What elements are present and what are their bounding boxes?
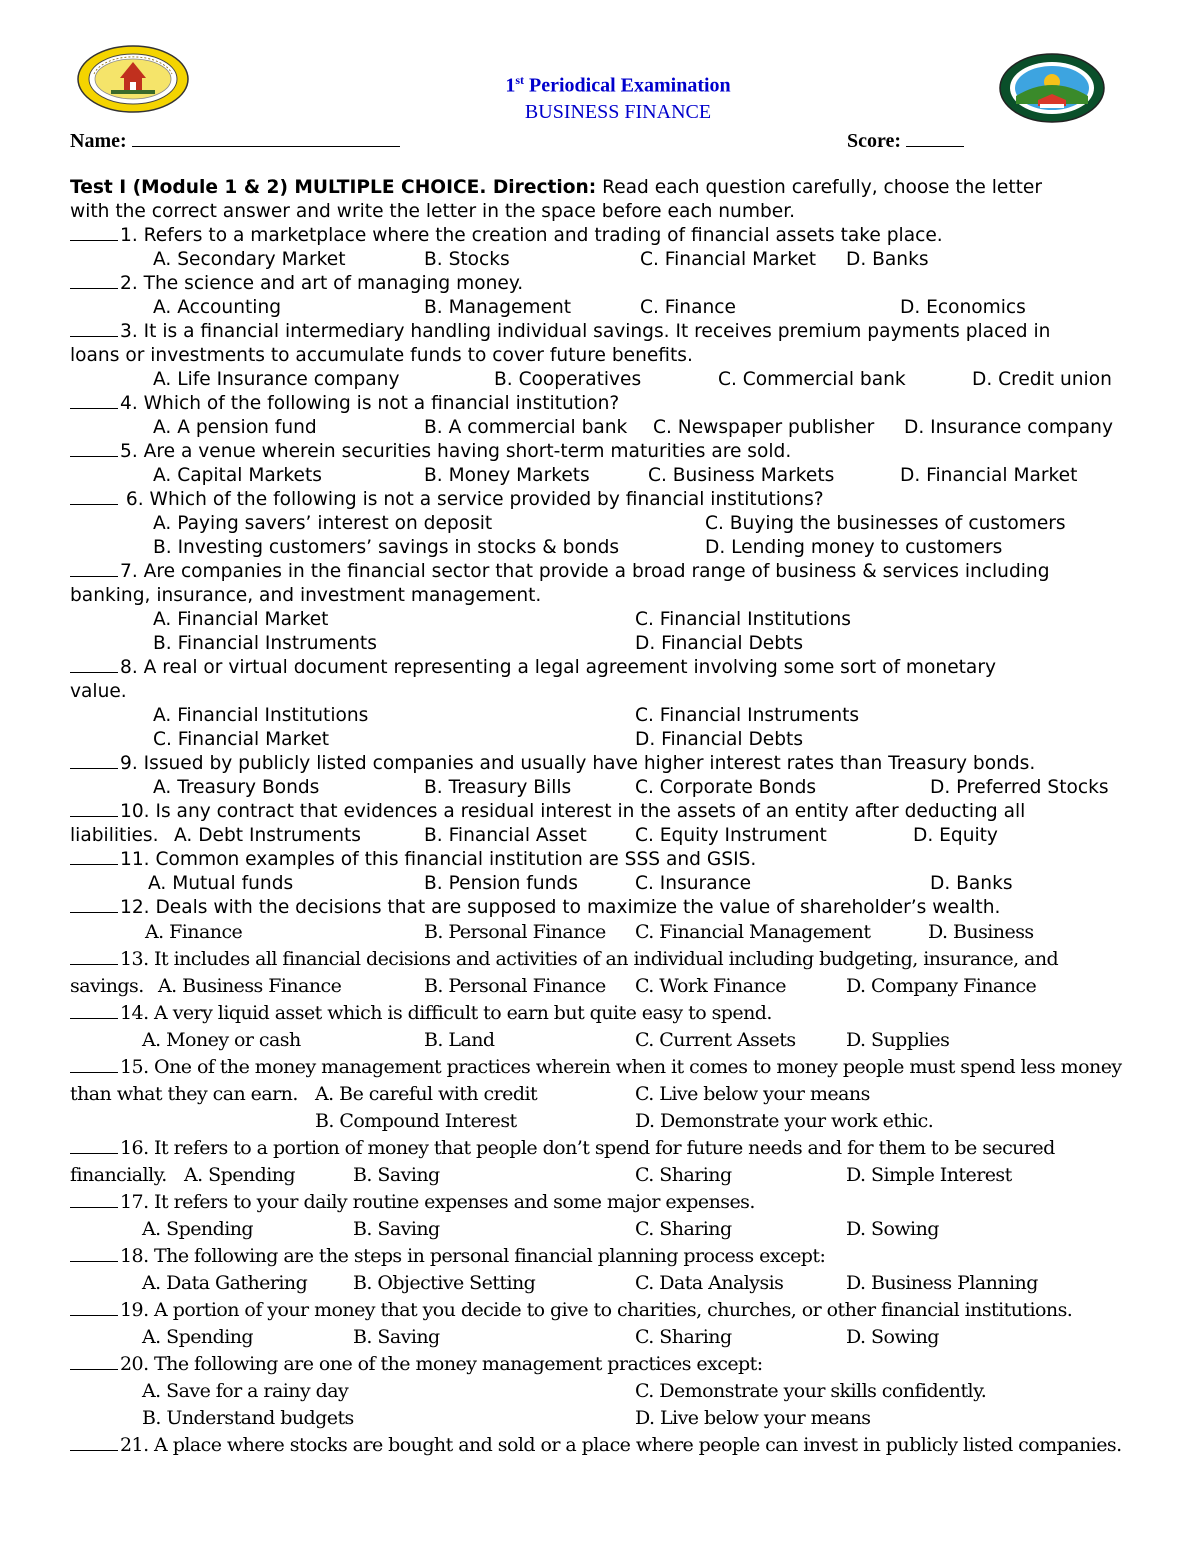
answer-blank-17[interactable]: [70, 1191, 118, 1208]
questions-sans: Test I (Module 1 & 2) MULTIPLE CHOICE. Direction: Read each question carefully, choose the letter with the correct answer and write the letter in the space before each number. 1. Refers to a marketplace where the creation and trading of financial assets take place. A. Secondary Market B. Stocks C. Financial Market D. Banks 2. The science and art of managing money. A. Accounting B. Management C. Finance D. Economics 3. It is a financial intermediary handling individual savings. It receives premium payments placed in loans or investments to accumulate funds to cover future benefits. A. Life Insurance company B. Cooperatives C. Commercial bank D. Credit union 4. Which of the following is not a financial institution? A. A pension fund B. A commercial bank C. Newspaper publisher D. Insurance company 5. Are a venue wherein securities having short-term maturities are sold. A. Capital Markets B. Money Markets C. Business Markets D. Financial Market 6. Which of the following is not a service provided by financial institutions? A. Paying savers’ interest on deposit C. Buying the businesses of customers B. Investing customers’ savings in stocks & bonds D. Lending money to customers 7. Are companies in the financial sector that provide a broad range of business & services including banking, insurance, and investment management. A. Financial Market C. Financial Institutions B. Financial Instruments D. Financial Debts 8. A real or virtual document representing a legal agreement involving some sort of monetary value. A. Financial Institutions C. Financial Instruments C. Financial Market D. Financial Debts 9. Issued by publicly listed companies and usually have higher interest rates than Treasury bonds. A. Treasury Bonds B. Treasury Bills C. Corporate Bonds D. Preferred Stocks 10. Is any contract that evidences a residual interest in the assets of an entity after deducting all liabilities. A. Debt Instruments B. Financial Asset C. Equity Instrument D. Equity 11. Common examples of this financial institution are SSS and GSIS. A. Mutual funds B. Pension funds C. Insurance D. Banks 12. Deals with the decisions that are supposed to maximize the value of shareholder’s wealth.: [70, 176, 1160, 920]
choices-7a: A. Financial Market C. Financial Institutions: [153, 609, 851, 630]
name-blank[interactable]: [132, 128, 400, 147]
subject-title: BUSINESS FINANCE: [524, 101, 712, 123]
choices-11: A. Mutual funds B. Pension funds C. Insurance D. Banks: [148, 873, 1013, 894]
choices-1: A. Secondary Market B. Stocks C. Financial Market D. Banks: [153, 249, 929, 270]
choices-7b: B. Financial Instruments D. Financial Debts: [153, 633, 804, 654]
answer-blank-3[interactable]: [70, 320, 118, 337]
question-5: 5. Are a venue wherein securities having short-term maturities are sold.: [70, 440, 1160, 464]
choices-2: A. Accounting B. Management C. Finance D. Economics: [153, 297, 1026, 318]
answer-blank-18[interactable]: [70, 1245, 118, 1262]
choices-8b: C. Financial Market D. Financial Debts: [153, 729, 804, 750]
answer-blank-14[interactable]: [70, 1002, 118, 1019]
question-18: 18. The following are the steps in personal financial planning process except:: [70, 1243, 1170, 1270]
choices-9: A. Treasury Bonds B. Treasury Bills C. Corporate Bonds D. Preferred Stocks: [153, 777, 1109, 798]
choices-3: A. Life Insurance company B. Cooperatives C. Commercial bank D. Credit union: [153, 369, 1112, 390]
score-blank[interactable]: [906, 128, 964, 147]
instructions: Test I (Module 1 & 2) MULTIPLE CHOICE. Direction: Read each question carefully, choose the letter: [70, 177, 1043, 198]
question-3: 3. It is a financial intermediary handling individual savings. It receives premium payments placed in: [70, 320, 1160, 344]
question-14: 14. A very liquid asset which is difficult to earn but quite easy to spend.: [70, 1000, 1170, 1027]
question-10: 10. Is any contract that evidences a residual interest in the assets of an entity after deducting all: [70, 800, 1160, 824]
answer-blank-12[interactable]: [70, 896, 118, 913]
answer-blank-11[interactable]: [70, 848, 118, 865]
choices-13: savings. A. Business Finance B. Personal Finance C. Work Finance D. Company Finance: [70, 975, 1037, 997]
exam-title: 1st Periodical Examination: [505, 73, 731, 97]
choices-16: financially. A. Spending B. Saving C. Sharing D. Simple Interest: [70, 1164, 1012, 1186]
answer-blank-16[interactable]: [70, 1137, 118, 1154]
answer-blank-20[interactable]: [70, 1353, 118, 1370]
question-12: 12. Deals with the decisions that are supposed to maximize the value of shareholder’s wealth.: [70, 896, 1160, 920]
choices-10: liabilities. A. Debt Instruments B. Financial Asset C. Equity Instrument D. Equity: [70, 825, 998, 846]
choices-5: A. Capital Markets B. Money Markets C. Business Markets D. Financial Market: [153, 465, 1078, 486]
question-21: 21. A place where stocks are bought and sold or a place where people can invest in publicly listed companies.: [70, 1432, 1170, 1459]
choices-19: A. Spending B. Saving C. Sharing D. Sowing: [142, 1326, 939, 1348]
choices-8a: A. Financial Institutions C. Financial Instruments: [153, 705, 860, 726]
question-7: 7. Are companies in the financial sector that provide a broad range of business & services including: [70, 560, 1160, 584]
question-4: 4. Which of the following is not a financial institution?: [70, 392, 1160, 416]
answer-blank-19[interactable]: [70, 1299, 118, 1316]
answer-blank-5[interactable]: [70, 440, 118, 457]
question-13: 13. It includes all financial decisions and activities of an individual including budgeting, insurance, and: [70, 946, 1170, 973]
answer-blank-10[interactable]: [70, 800, 118, 817]
answer-blank-6[interactable]: [70, 488, 118, 505]
choices-20b: B. Understand budgets D. Live below your means: [142, 1407, 871, 1429]
choices-6b: B. Investing customers’ savings in stocks & bonds D. Lending money to customers: [153, 537, 1003, 558]
score-field: Score:: [847, 128, 964, 153]
choices-6a: A. Paying savers’ interest on deposit C. Buying the businesses of customers: [153, 513, 1066, 534]
name-field: Name:: [70, 128, 400, 153]
answer-blank-4[interactable]: [70, 392, 118, 409]
choices-15a: than what they can earn. A. Be careful with credit C. Live below your means: [70, 1083, 870, 1105]
answer-blank-1[interactable]: [70, 224, 118, 241]
choices-12: A. Finance B. Personal Finance C. Financial Management D. Business: [145, 921, 1034, 943]
answer-blank-9[interactable]: [70, 752, 118, 769]
answer-blank-15[interactable]: [70, 1056, 118, 1073]
answer-blank-2[interactable]: [70, 272, 118, 289]
question-9: 9. Issued by publicly listed companies and usually have higher interest rates than Treasury bonds.: [70, 752, 1160, 776]
choices-14: A. Money or cash B. Land C. Current Assets D. Supplies: [142, 1029, 950, 1051]
choices-20a: A. Save for a rainy day C. Demonstrate your skills confidently.: [142, 1380, 987, 1402]
question-16: 16. It refers to a portion of money that people don’t spend for future needs and for them to be secured: [70, 1135, 1170, 1162]
question-8: 8. A real or virtual document representing a legal agreement involving some sort of monetary: [70, 656, 1160, 680]
answer-blank-13[interactable]: [70, 948, 118, 965]
question-2: 2. The science and art of managing money.: [70, 272, 1160, 296]
answer-blank-7[interactable]: [70, 560, 118, 577]
choices-15b: B. Compound Interest D. Demonstrate your work ethic.: [315, 1110, 934, 1132]
questions-serif: [70, 919, 1170, 1459]
question-15: 15. One of the money management practices wherein when it comes to money people must spend less money: [70, 1054, 1170, 1081]
question-6: 6. Which of the following is not a service provided by financial institutions?: [70, 488, 1160, 512]
answer-blank-21[interactable]: [70, 1434, 118, 1451]
question-19: 19. A portion of your money that you decide to give to charities, churches, or other financial institutions.: [70, 1297, 1170, 1324]
choices-17: A. Spending B. Saving C. Sharing D. Sowing: [142, 1218, 939, 1240]
choices-18: A. Data Gathering B. Objective Setting C. Data Analysis D. Business Planning: [142, 1272, 1038, 1294]
question-20: 20. The following are one of the money management practices except:: [70, 1351, 1170, 1378]
answer-blank-8[interactable]: [70, 656, 118, 673]
question-1: 1. Refers to a marketplace where the creation and trading of financial assets take place.: [70, 224, 1160, 248]
choices-4: A. A pension fund B. A commercial bank C. Newspaper publisher D. Insurance company: [153, 417, 1113, 438]
question-17: 17. It refers to your daily routine expenses and some major expenses.: [70, 1189, 1170, 1216]
question-11: 11. Common examples of this financial institution are SSS and GSIS.: [70, 848, 1160, 872]
